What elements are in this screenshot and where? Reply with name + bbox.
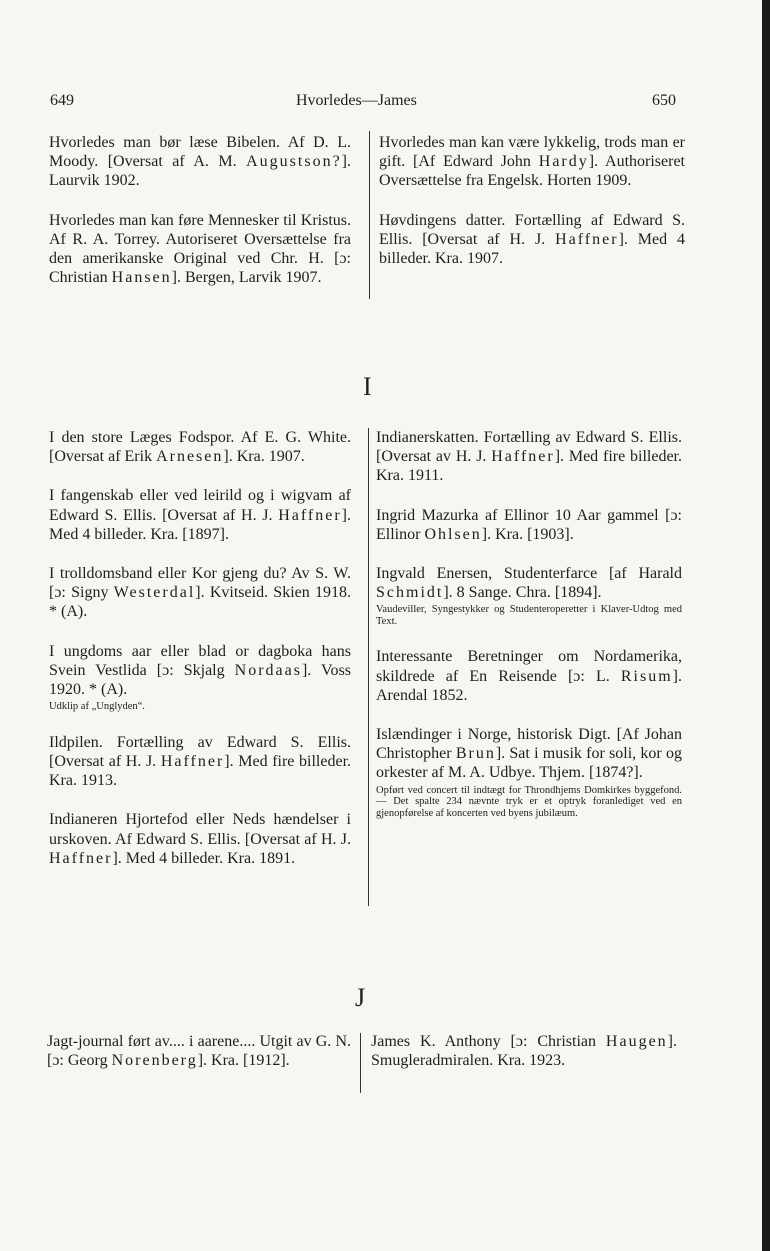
- col-h-right: [379, 133, 685, 268]
- catalog-entry: Ingvald Enersen, Studenterfarce [af Harald Schmidt]. 8 Sange. Chra. [1894]. Vaudeviller, Syngestykker og Studenteroperetter i Klaver-Udtog med Text.: [376, 565, 682, 627]
- catalog-entry: Ildpilen. Fortælling av Edward S. Ellis. [Oversat af H. J. Haffner]. Med fire billeder. Kra. 1913.: [49, 733, 352, 790]
- scan-edge: [762, 0, 770, 1251]
- author-name: Hansen: [111, 269, 172, 287]
- column-rule-j: [360, 1033, 361, 1093]
- catalog-entry: Islændinger i Norge, historisk Digt. [Af Johan Christopher Brun]. Sat i musik for soli, kor og orkester af M. A. Udbye. Thjem. [1874?]. Opført ved concert til indtægt for Throndhjems Domkirkes byggefond. — Det spalte 234 nævnte tryk er et optryk foranlediget ved en gjenopførelse af koncerten ved byens jubilæum.: [376, 726, 683, 819]
- column-rule-h: [369, 131, 370, 299]
- catalog-entry: Jagt-journal ført av.... i aarene.... Utgit av G. N. [ɔ: Georg Norenberg]. Kra. [1912].: [47, 1033, 351, 1070]
- section-letter-j: J: [355, 983, 366, 1012]
- entry-note: Vaudeviller, Syngestykker og Studenteroperetter i Klaver-Udtog med Text.: [376, 604, 682, 627]
- entry-note: Opført ved concert til indtægt for Throndhjems Domkirkes byggefond. — Det spalte 234 nævnte tryk er et optryk foranlediget ved en gjenopførelse af koncerten ved byens jubilæum.: [376, 784, 682, 819]
- author-name: Haffner: [555, 230, 619, 248]
- catalog-entry: I den store Læges Fodspor. Af E. G. White. [Oversat af Erik Arnesen]. Kra. 1907.: [49, 429, 351, 466]
- author-name: Augustson?: [246, 153, 342, 171]
- left-page-number: 649: [50, 92, 74, 109]
- author-name: Norenberg: [111, 1052, 198, 1070]
- catalog-entry: Høvdingens datter. Fortælling af Edward S. Ellis. [Oversat af H. J. Haffner]. Med 4 billeder. Kra. 1907.: [379, 211, 686, 268]
- catalog-entry: Interessante Beretninger om Nordamerika, skildrede af En Reisende [ɔ: L. Risum]. Arendal 1852.: [376, 648, 682, 704]
- author-name: Haffner: [160, 752, 225, 770]
- author-name: Schmidt: [376, 584, 444, 602]
- catalog-entry: Ingrid Mazurka af Ellinor 10 Aar gammel [ɔ: Ellinor Ohlsen]. Kra. [1903].: [376, 506, 682, 543]
- col-h-left: [49, 133, 351, 287]
- catalog-entry: Hvorledes man kan føre Mennesker til Kristus. Af R. A. Torrey. Autoriseret Oversættelse fra den amerikanske Original ved Chr. H. [ɔ: Christian Hansen]. Bergen, Larvik 1907.: [49, 211, 351, 287]
- catalog-entry: James K. Anthony [ɔ: Christian Haugen]. Smugleradmiralen. Kra. 1923.: [371, 1033, 677, 1070]
- col-j-left: [47, 1032, 351, 1070]
- author-name: Hardy: [538, 153, 589, 171]
- col-i-right: [376, 428, 682, 819]
- author-name: Nordaas: [234, 661, 302, 679]
- author-name: Haugen: [605, 1033, 668, 1050]
- catalog-entry: Indianerskatten. Fortælling av Edward S. Ellis. [Oversat av H. J. Haffner]. Med fire billeder. Kra. 1911.: [376, 429, 683, 485]
- catalog-entry: I fangenskab eller ved leirild og i wigvam af Edward S. Ellis. [Oversat af H. J. Haffner]. Med 4 billeder. Kra. [1897].: [49, 487, 351, 543]
- right-page-number: 650: [652, 92, 676, 109]
- catalog-entry: Hvorledes man kan være lykkelig, trods man er gift. [Af Edward John Hardy]. Authoriseret Oversættelse fra Engelsk. Horten 1909.: [379, 134, 686, 190]
- catalog-entry: I ungdoms aar eller blad or dagboka hans Svein Vestlida [ɔ: Skjalg Nordaas]. Voss 1920. * (A). Udklip af „Unglyden“.: [49, 642, 351, 713]
- col-i-left: [49, 428, 351, 868]
- section-letter-i: I: [363, 372, 372, 401]
- column-rule-i: [368, 428, 369, 906]
- author-name: Haffner: [491, 448, 555, 466]
- author-name: Risum: [620, 667, 673, 685]
- catalog-entry: I trolldomsband eller Kor gjeng du? Av S. W. [ɔ: Signy Westerdal]. Kvitseid. Skien 1918. * (A).: [49, 565, 351, 621]
- catalog-entry: Indianeren Hjortefod eller Neds hændelser i urskoven. Af Edward S. Ellis. [Oversat af H. J. Haffner]. Med 4 billeder. Kra. 1891.: [49, 811, 351, 867]
- catalog-entry: Hvorledes man bør læse Bibelen. Af D. L. Moody. [Oversat af A. M. Augustson?]. Laurvik 1902.: [49, 134, 351, 190]
- author-name: Brun: [455, 745, 496, 763]
- author-name: Westerdal: [113, 584, 196, 602]
- entry-note: Udklip af „Unglyden“.: [49, 701, 145, 713]
- col-j-right: [371, 1032, 677, 1070]
- author-name: Haffner: [49, 849, 113, 867]
- author-name: Ohlsen: [424, 525, 482, 543]
- author-name: Arnesen: [156, 448, 224, 466]
- running-title: Hvorledes—James: [296, 92, 417, 109]
- author-name: Haffner: [278, 506, 342, 524]
